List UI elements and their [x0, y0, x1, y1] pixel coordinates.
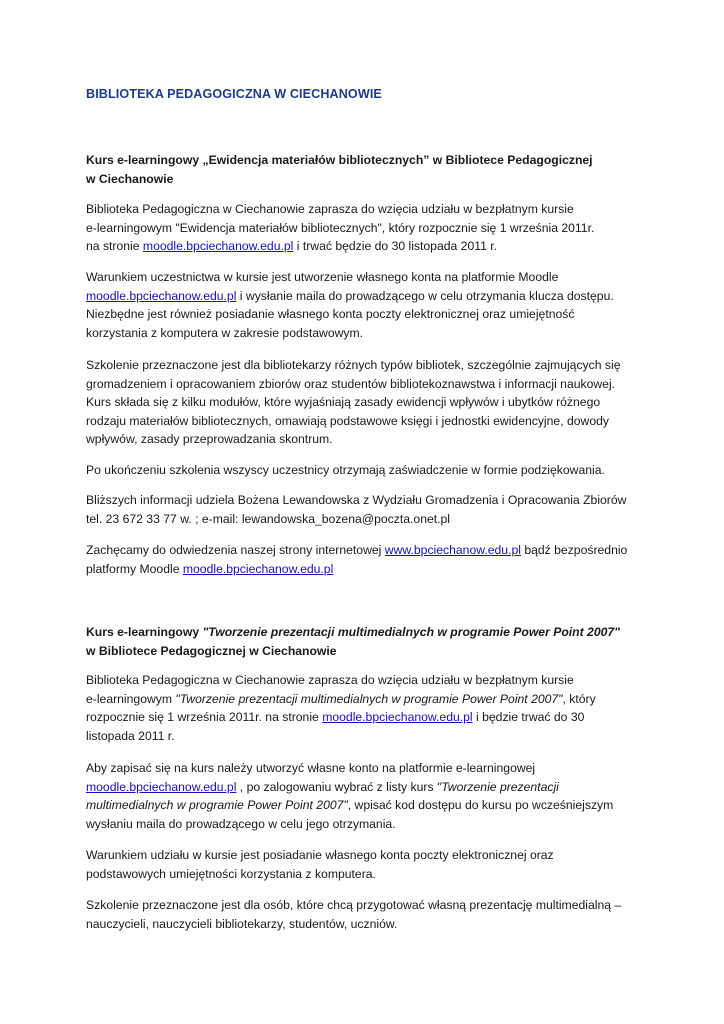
text-line: wpływów, zasady przeprowadzania skontrum.: [86, 432, 333, 446]
moodle-link[interactable]: moodle.bpciechanow.edu.pl: [142, 239, 294, 253]
course1-paragraph-requirements: [86, 268, 646, 342]
course1-heading-line2: w Ciechanowie: [86, 171, 174, 186]
text-line: [86, 796, 646, 815]
text-line: wysłaniu maila do prowadzącego w celu jego otrzymania.: [86, 816, 396, 831]
course1-paragraph-contact: [86, 491, 646, 528]
text-line: rodzaju materiałów bibliotecznych, omawiają podstawowe księgi i jednostki ewidencyjne, dowody: [86, 413, 609, 428]
moodle-link[interactable]: moodle.bpciechanow.edu.pl: [182, 561, 334, 576]
course2-paragraph-invitation: [86, 671, 646, 745]
text-line: Szkolenie przeznaczone jest dla bibliotekarzy różnych typów bibliotek, szczególnie zajmujących się: [86, 358, 621, 372]
text-segment: Kurs e-learningowy: [86, 625, 203, 639]
moodle-link[interactable]: moodle.bpciechanow.edu.pl: [322, 710, 473, 724]
text-line: [86, 237, 646, 256]
course2-paragraph-signup: [86, 759, 646, 833]
text-line: Aby zapisać się na kurs należy utworzyć własne konto na platformie e-learningowej: [86, 761, 536, 775]
text-line: nauczycieli, nauczycieli bibliotekarzy, studentów, uczniów.: [86, 916, 398, 931]
text-line: [86, 287, 646, 306]
text-line: Biblioteka Pedagogiczna w Ciechanowie zaprasza do wzięcia udziału w bezpłatnym kursie: [86, 673, 574, 687]
text-line: [86, 541, 646, 560]
text-line: Warunkiem uczestnictwa w kursie jest utworzenie własnego konta na platformie Moodle: [86, 270, 559, 284]
moodle-link[interactable]: moodle.bpciechanow.edu.pl: [86, 288, 237, 303]
text-segment: i trwać będzie do 30 listopada 2011 r.: [293, 239, 498, 253]
text-line: [86, 690, 646, 709]
text-line: Bliższych informacji udziela Bożena Lewandowska z Wydziału Gromadzenia i Opracowania Zbiorów: [86, 493, 627, 507]
course-title-italic: multimedialnych w programie Power Point 2007": [86, 798, 348, 812]
course2-heading: [86, 623, 646, 660]
course2-heading-line1: [86, 623, 646, 642]
course1-paragraph-certificate: [86, 461, 646, 480]
course-title-italic: "Tworzenie prezentacji: [436, 779, 559, 794]
course1-heading-line1: Kurs e-learningowy „Ewidencja materiałów bibliotecznych” w Bibliotece Pedagogicznej: [86, 153, 593, 167]
text-segment: Zachęcamy do odwiedzenia naszej strony internetowej: [86, 543, 385, 557]
text-line: Niezbędne jest również posiadanie własnego konta poczty elektronicznej oraz umiejętność: [86, 307, 575, 321]
text-segment: e-learningowym: [86, 691, 176, 706]
document-title: BIBLIOTEKA PEDAGOGICZNA W CIECHANOWIE: [86, 87, 382, 101]
text-segment: , który: [562, 691, 596, 706]
text-line: Kurs składa się z kilku modułów, które wyjaśniają zasady ewidencji wpływów i ubytków różnego: [86, 395, 601, 409]
course1-paragraph-website: [86, 541, 646, 578]
text-line: [86, 560, 646, 579]
text-line: Warunkiem udziału w kursie jest posiadanie własnego konta poczty elektronicznej oraz: [86, 848, 554, 862]
text-segment: i będzie trwać do 30: [472, 710, 585, 724]
website-link[interactable]: www.bpciechanow.edu.pl: [384, 543, 521, 557]
text-line: [86, 778, 646, 797]
moodle-link[interactable]: moodle.bpciechanow.edu.pl: [86, 779, 237, 794]
text-line: e-learningowym "Ewidencja materiałów bibliotecznych", który rozpocznie się 1 września 2011r.: [86, 220, 595, 235]
text-line: korzystania z komputera w zakresie podstawowym.: [86, 325, 364, 340]
text-segment: , wpisać kod dostępu do kursu po wcześniejszym: [347, 798, 614, 812]
course1-heading: [86, 151, 646, 188]
text-line: listopada 2011 r.: [86, 728, 175, 743]
text-segment: rozpocznie się 1 września 2011r. na stronie: [86, 710, 323, 724]
text-segment: bądź bezpośrednio: [520, 543, 628, 557]
text-segment: platformy Moodle: [86, 561, 183, 576]
text-segment: na stronie: [86, 239, 143, 253]
text-line: Po ukończeniu szkolenia wszyscy uczestnicy otrzymają zaświadczenie w formie podziękowania.: [86, 463, 605, 477]
course2-paragraph-requirements: [86, 846, 646, 883]
text-line: [86, 708, 646, 727]
course1-paragraph-audience: [86, 356, 646, 449]
course-title-italic: "Tworzenie prezentacji multimedialnych w programie Power Point 2007": [202, 625, 620, 639]
text-line: gromadzeniem i opracowaniem zbiorów oraz studentów bibliotekoznawstwa i informacji naukowej.: [86, 376, 616, 391]
text-line: Biblioteka Pedagogiczna w Ciechanowie zaprasza do wzięcia udziału w bezpłatnym kursie: [86, 202, 574, 216]
course2-heading-line2: w Bibliotece Pedagogicznej w Ciechanowie: [86, 643, 337, 658]
text-segment: i wysłanie maila do prowadzącego w celu otrzymania klucza dostępu.: [236, 288, 614, 303]
text-line: podstawowych umiejętności korzystania z komputera.: [86, 866, 376, 881]
course1-paragraph-invitation: [86, 200, 646, 256]
text-line: tel. 23 672 33 77 w. ; e-mail: lewandowska_bozena@poczta.onet.pl: [86, 511, 451, 526]
course2-paragraph-audience: [86, 896, 646, 933]
text-line: Szkolenie przeznaczone jest dla osób, które chcą przygotować własną prezentację multimedialną –: [86, 898, 622, 912]
text-segment: , po zalogowaniu wybrać z listy kurs: [236, 779, 437, 794]
course-title-italic: "Tworzenie prezentacji multimedialnych w programie Power Point 2007": [175, 691, 563, 706]
